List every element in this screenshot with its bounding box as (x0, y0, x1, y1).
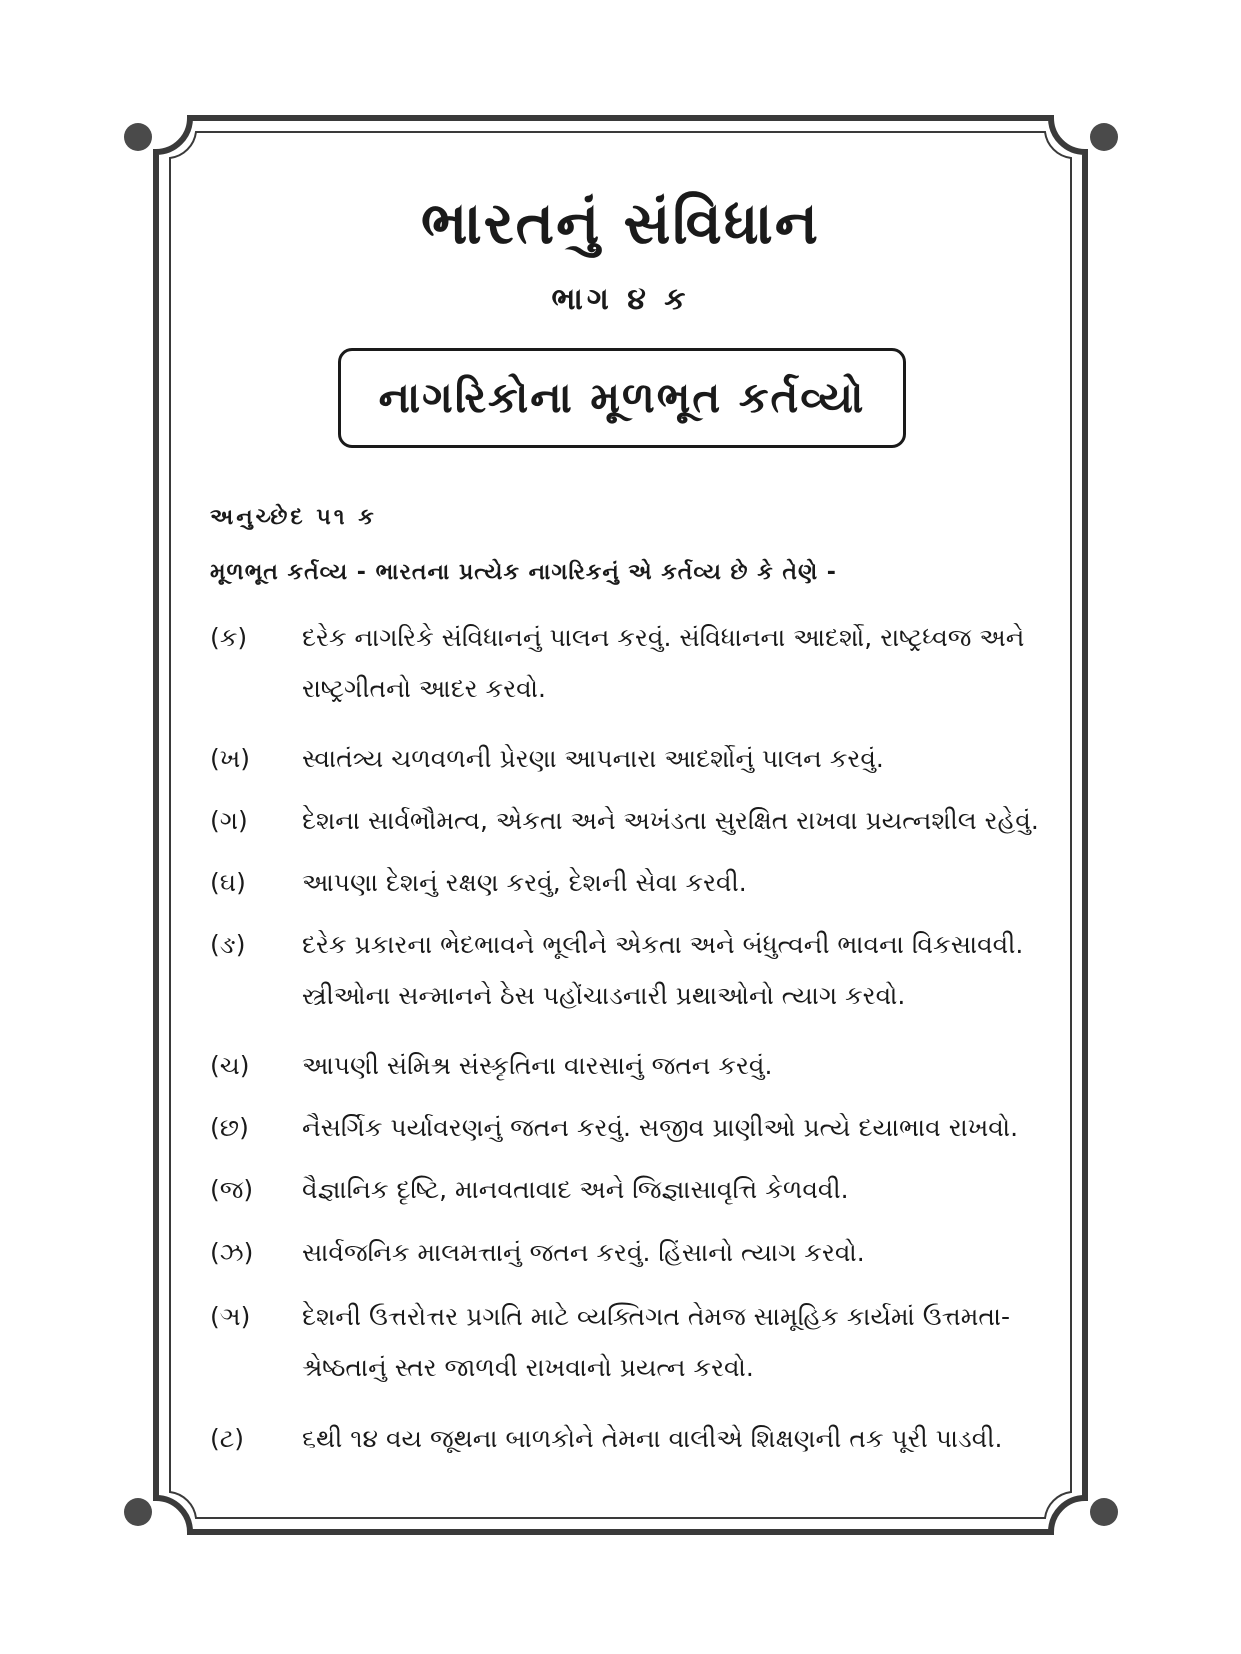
duty-label: (છ) (210, 1113, 249, 1142)
duty-text: નૈસર્ગિક પર્યાવરણનું જતન કરવું. સજીવ પ્રાણીઓ પ્રત્યે દયાભાવ રાખવો. (302, 1113, 1019, 1142)
duty-item-kha (210, 733, 1030, 784)
intro-text: મૂળભૂત કર્તવ્ય - ભારતના પ્રત્યેક નાગરિકનું એ કર્તવ્ય છે કે તેણે - (210, 560, 837, 585)
section-heading-box (338, 348, 906, 448)
duty-item-cha (210, 1040, 1030, 1091)
corner-dot-top-right (1090, 123, 1118, 151)
part-subtitle: ભાગ ૪ ક (551, 282, 690, 317)
duty-label: (ઘ) (210, 868, 246, 897)
duty-text: દેશના સાર્વભૌમત્વ, એકતા અને અખંડતા સુરક્ષિત રાખવા પ્રયત્નશીલ રહેવું. (302, 806, 1039, 835)
duty-item-ga (210, 795, 1039, 846)
corner-dot-top-left (124, 123, 152, 151)
duty-item-ja (210, 1164, 1030, 1215)
duty-label: (ગ) (210, 806, 248, 835)
page-title: ભારતનું સંવિધાન (421, 189, 820, 257)
duty-item-gha (210, 857, 1030, 908)
duty-item-ta (210, 1413, 1030, 1464)
corner-dot-bottom-left (124, 1498, 152, 1526)
duty-label: (ચ) (210, 1051, 250, 1080)
section-heading: નાગરિકોના મૂળભૂત કર્તવ્યો (378, 373, 866, 422)
duty-text: આપણી સંમિશ્ર સંસ્કૃતિના વારસાનું જતન કરવું. (302, 1051, 773, 1080)
article-number: અનુચ્છેદ ૫૧ ક (210, 505, 377, 530)
duty-text: વૈજ્ઞાનિક દૃષ્ટિ, માનવતાવાદ અને જિજ્ઞાસાવૃત્તિ કેળવવી. (302, 1175, 849, 1204)
duty-text: દરેક નાગરિકે સંવિધાનનું પાલન કરવું. સંવિધાનના આદર્શો, રાષ્ટ્રધ્વજ અને રાષ્ટ્રગીતનો આદર કરવો. (302, 623, 1025, 703)
duty-item-ka (210, 612, 1030, 714)
duty-item-nga (210, 919, 1030, 1021)
duty-label: (ઞ) (210, 1302, 251, 1331)
duty-text: સાર્વજનિક માલમત્તાનું જતન કરવું. હિંસાનો ત્યાગ કરવો. (302, 1238, 865, 1267)
duty-text: દરેક પ્રકારના ભેદભાવને ભૂલીને એકતા અને બંધુત્વની ભાવના વિકસાવવી. સ્ત્રીઓના સન્માનને ઠેસ પહોંચાડનારી પ્રથાઓનો ત્યાગ કરવો. (302, 930, 1024, 1010)
duty-text: દેશની ઉત્તરોત્તર પ્રગતિ માટે વ્યક્તિગત તેમજ સામૂહિક કાર્યમાં ઉત્તમતા- શ્રેષ્ઠતાનું સ્તર જાળવી રાખવાનો પ્રયત્ન કરવો. (302, 1302, 1011, 1382)
duty-label: (ટ) (210, 1424, 245, 1453)
duty-label: (ખ) (210, 744, 251, 773)
duty-label: (ઝ) (210, 1238, 254, 1267)
duty-item-chha (210, 1102, 1030, 1153)
duty-text: ૬થી ૧૪ વય જૂથના બાળકોને તેમના વાલીએ શિક્ષણની તક પૂરી પાડવી. (302, 1424, 1003, 1453)
duty-text: આપણા દેશનું રક્ષણ કરવું, દેશની સેવા કરવી. (302, 868, 747, 897)
duty-item-nya (210, 1291, 1030, 1393)
duty-label: (ક) (210, 623, 248, 652)
duty-label: (જ) (210, 1175, 254, 1204)
corner-dot-bottom-right (1090, 1498, 1118, 1526)
duty-item-jha (210, 1227, 1030, 1278)
duty-label: (ઙ) (210, 930, 246, 959)
duty-text: સ્વાતંત્ર્ય ચળવળની પ્રેરણા આપનારા આદર્શોનું પાલન કરવું. (302, 744, 884, 773)
